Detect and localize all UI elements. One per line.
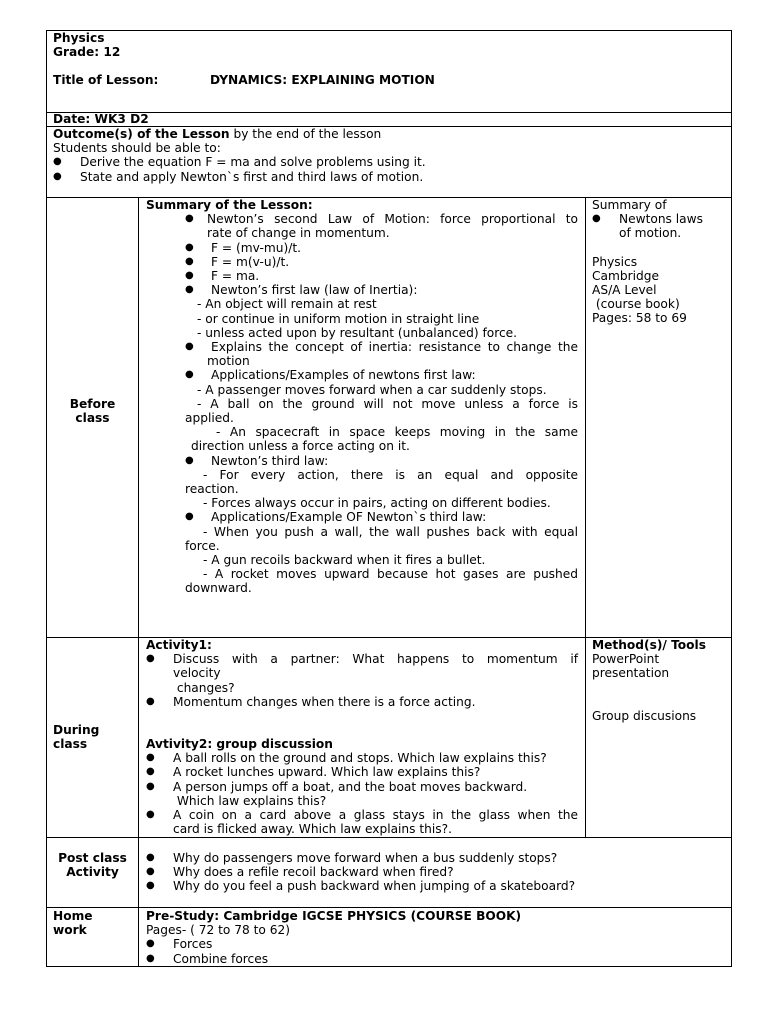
summary-heading: Summary of the Lesson: <box>146 198 313 212</box>
method-item: PowerPoint <box>592 652 660 667</box>
summary-bullet <box>146 368 578 382</box>
sub-point: - An object will remain at rest <box>197 297 377 312</box>
activity-item-cont: card is flicked away. Which law explains this?. <box>173 822 452 837</box>
activity-item-cont: velocity <box>173 666 221 681</box>
summary-bullet <box>146 269 578 283</box>
resource-text: Summary of <box>592 198 667 212</box>
table-border-left <box>46 30 47 967</box>
label-line: class <box>75 411 110 426</box>
summary-bullet-text: ● Applications/Example OF Newton`s third law: <box>185 510 578 524</box>
activity-item-cont: changes? <box>173 680 235 695</box>
row-divider <box>46 112 732 113</box>
activity-item: ● A rocket lunches upward. Which law explains this? <box>146 765 578 779</box>
sub-point: - An spacecraft in space keeps moving in the same <box>216 425 578 440</box>
lesson-summary <box>146 198 578 596</box>
sub-point-cont: downward. <box>185 581 252 596</box>
label-line: Home <box>53 909 93 923</box>
outcome-item: ● Derive the equation F = ma and solve problems using it. <box>53 155 723 169</box>
row-divider <box>46 907 732 908</box>
header-section <box>53 31 723 59</box>
sub-point: - A gun recoils backward when it fires a bullet. <box>203 553 486 568</box>
summary-bullet-text: ● Applications/Examples of newtons first law: <box>185 368 578 382</box>
subject: Physics <box>53 31 105 45</box>
sub-point-cont: applied. <box>185 411 234 426</box>
outcome-item: ● State and apply Newton`s first and third laws of motion. <box>53 170 723 184</box>
summary-bullet <box>146 510 578 524</box>
sub-point: - When you push a wall, the wall pushes back with equal <box>203 524 578 539</box>
method-item: presentation <box>592 666 670 681</box>
summary-bullet-cont: rate of change in momentum. <box>207 226 390 241</box>
summary-bullet-text: ● Explains the concept of inertia: resistance to change the <box>185 340 578 354</box>
resource-bullet-cont: of motion. <box>619 226 682 241</box>
summary-bullet <box>146 340 578 368</box>
sub-point: - For every action, there is an equal and opposite <box>203 467 578 482</box>
column-divider <box>585 197 586 838</box>
spacer <box>592 241 728 255</box>
sub-point-cont: direction unless a force acting on it. <box>191 439 410 454</box>
resources-column <box>592 198 728 326</box>
sub-point-cont: force. <box>185 538 220 553</box>
sub-point: - or continue in uniform motion in straight line <box>197 311 480 326</box>
formula: ● F = (mv-mu)/t. <box>185 241 578 255</box>
homework-label <box>53 909 93 937</box>
before-class-label <box>47 397 138 425</box>
question-item: ● Why does a refile recoil backward when fired? <box>146 865 726 879</box>
summary-bullet-text: ● Newton’s first law (law of Inertia): <box>185 283 578 297</box>
summary-bullet <box>146 255 578 269</box>
column-divider <box>138 197 139 967</box>
sub-point: - A rocket moves upward because hot gases are pushed <box>203 567 578 582</box>
outcomes-heading: Outcome(s) of the Lesson <box>53 127 230 141</box>
homework-pages: Pages- ( 72 to 78 to 62) <box>146 923 290 938</box>
resource-text: Pages: 58 to 69 <box>592 311 687 326</box>
resource-text: Cambridge <box>592 268 659 283</box>
grade: Grade: 12 <box>53 45 121 60</box>
label-line: Before <box>69 397 116 411</box>
during-class-label <box>53 723 99 751</box>
outcomes-heading-line <box>53 127 723 141</box>
sub-point: - A passenger moves forward when a car suddenly stops. <box>197 382 547 397</box>
resource-bullet: ● Newtons laws <box>592 212 728 226</box>
activity-item: ● A ball rolls on the ground and stops. Which law explains this? <box>146 751 578 765</box>
table-border-bottom <box>46 966 732 967</box>
summary-bullet <box>146 212 578 240</box>
summary-bullet <box>146 454 578 468</box>
sub-point: - unless acted upon by resultant (unbalanced) force. <box>197 325 518 340</box>
summary-bullet-cont: motion <box>207 354 250 369</box>
question-item: ● Why do passengers move forward when a bus suddenly stops? <box>146 851 726 865</box>
sub-point: - A ball on the ground will not move unless a force is <box>197 396 578 411</box>
label-line: Activity <box>66 865 119 880</box>
sub-point: - Forces always occur in pairs, acting on different bodies. <box>203 496 551 511</box>
post-class-questions <box>146 851 726 894</box>
activity-item: ● Momentum changes when there is a force acting. <box>146 695 578 709</box>
activity1-heading: Activity1: <box>146 638 212 652</box>
label-line: class <box>53 737 88 752</box>
title-label: Title of Lesson: <box>53 73 159 87</box>
outcomes-intro: Students should be able to: <box>53 141 221 156</box>
row-divider <box>46 837 732 838</box>
summary-bullet <box>146 241 578 255</box>
label-line: Post class <box>58 851 127 865</box>
summary-bullet-text: ● Newton’s second Law of Motion: force proportional to <box>185 212 578 226</box>
question-item: ● Why do you feel a push backward when jumping of a skateboard? <box>146 879 726 893</box>
sub-point-cont: reaction. <box>185 482 239 497</box>
activity-item: ● A person jumps off a boat, and the boat moves backward. <box>146 780 578 794</box>
homework-item: ● Combine forces <box>146 952 726 966</box>
resource-text: Physics <box>592 254 638 269</box>
activity-item: ● Discuss with a partner: What happens to momentum if <box>146 652 578 666</box>
resource-text: (course book) <box>592 297 680 312</box>
label-line: work <box>53 923 87 938</box>
methods-column <box>592 638 728 723</box>
methods-heading: Method(s)/ Tools <box>592 638 706 652</box>
method-item: Group discusions <box>592 708 697 723</box>
homework-heading: Pre-Study: Cambridge IGCSE PHYSICS (COURSE BOOK) <box>146 909 522 923</box>
homework-item: ● Forces <box>146 937 726 951</box>
activity-item: ● A coin on a card above a glass stays in the glass when the <box>146 808 578 822</box>
label-line: During <box>53 723 100 737</box>
formula: ● F = m(v-u)/t. <box>185 255 578 269</box>
date: Date: WK3 D2 <box>53 112 149 126</box>
resource-text: AS/A Level <box>592 283 657 298</box>
activities <box>146 638 578 836</box>
lesson-title: DYNAMICS: EXPLAINING MOTION <box>210 73 435 87</box>
formula: ● F = ma. <box>185 269 578 283</box>
post-class-label <box>47 851 138 879</box>
outcomes-section <box>53 127 723 184</box>
activity2-heading: Avtivity2: group discussion <box>146 737 333 752</box>
table-border-right <box>731 30 732 967</box>
outcomes-heading-rest: by the end of the lesson <box>229 127 382 141</box>
summary-bullet-text: ● Newton’s third law: <box>185 454 578 468</box>
activity-item-cont: Which law explains this? <box>173 793 327 808</box>
spacer <box>592 681 728 709</box>
summary-bullet <box>146 283 578 297</box>
homework-content <box>146 909 726 966</box>
spacer <box>146 709 578 737</box>
